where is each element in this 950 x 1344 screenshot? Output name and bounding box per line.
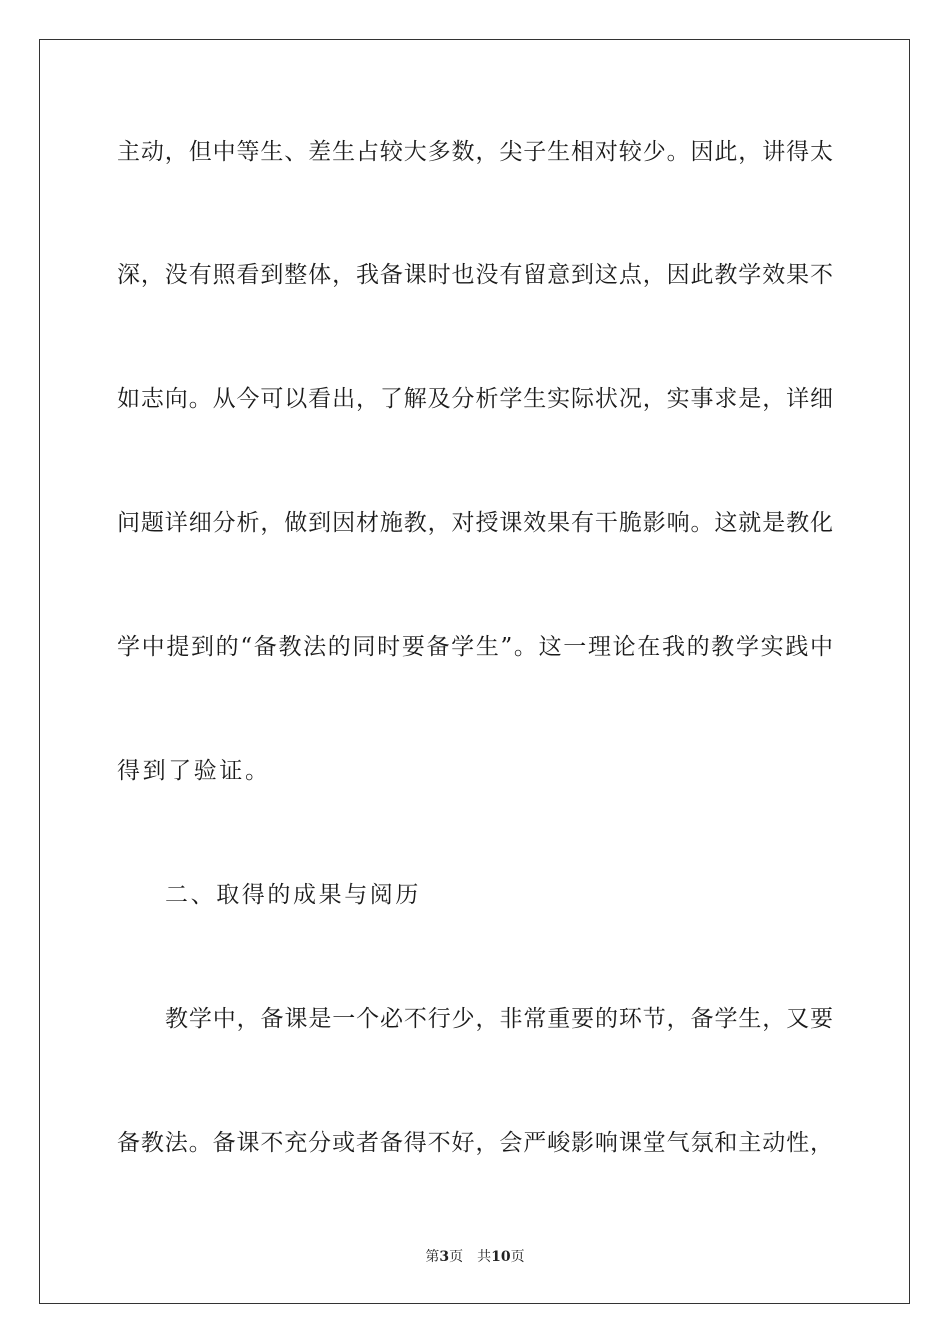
- paragraph-line-8: 备教法。备课不充分或者备得不好，会严峻影响课堂气氛和主动性，: [117, 1130, 833, 1156]
- paragraph-line-5: 学中提到的“备教法的同时要备学生”。这一理论在我的教学实践中: [117, 634, 833, 660]
- paragraph-line-6: 得到了验证。: [117, 758, 271, 784]
- page-suffix: 页: [449, 1249, 464, 1265]
- total-pages: 10: [491, 1249, 511, 1265]
- paragraph-line-7: 教学中，备课是一个必不行少，非常重要的环节，备学生，又要: [165, 1006, 833, 1032]
- total-suffix: 页: [510, 1249, 525, 1265]
- paragraph-line-2: 深，没有照看到整体，我备课时也没有留意到这点，因此教学效果不: [117, 262, 833, 288]
- paragraph-line-1: 主动，但中等生、差生占较大多数，尖子生相对较少。因此，讲得太: [117, 139, 833, 165]
- total-prefix: 共: [477, 1249, 492, 1265]
- page-prefix: 第: [425, 1249, 440, 1265]
- page-border: [39, 39, 910, 1304]
- section-heading: 二、取得的成果与阅历: [165, 882, 421, 908]
- page-footer: [0, 1248, 950, 1266]
- paragraph-line-3: 如志向。从今可以看出，了解及分析学生实际状况，实事求是，详细: [117, 386, 833, 412]
- page-number: 3: [439, 1249, 450, 1265]
- paragraph-line-4: 问题详细分析，做到因材施教，对授课效果有干脆影响。这就是教化: [117, 510, 833, 536]
